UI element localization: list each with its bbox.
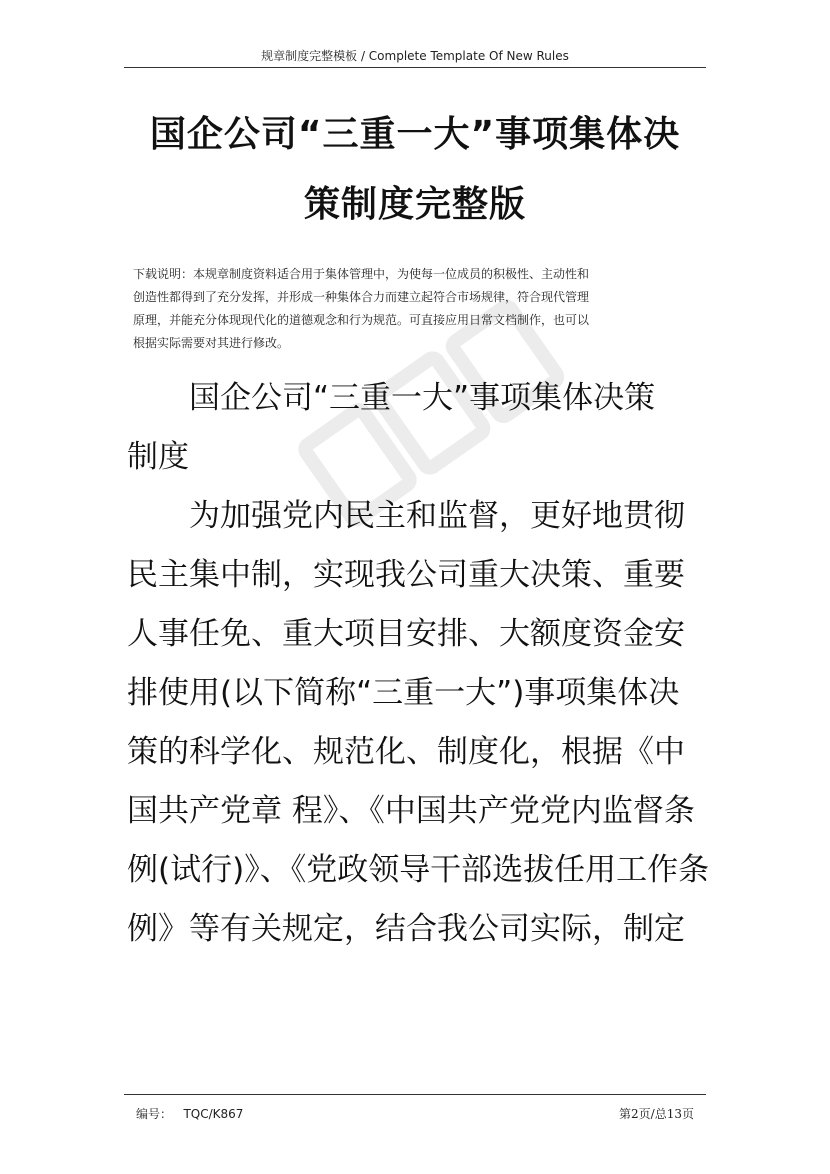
note-line: 原理，并能充分体现现代化的道德观念和行为规范。可直接应用日常文档制作，也可以 <box>133 313 590 327</box>
paragraph-line: 国共产党章 程》、《中国共产党党内监督条 <box>127 793 695 829</box>
page-footer <box>124 1094 706 1125</box>
note-line: 创造性都得到了充分发挥，并形成一种集体合力而建立起符合市场规律，符合现代管理 <box>133 290 590 304</box>
note-line: 根据实际需要对其进行修改。 <box>133 336 290 350</box>
download-note <box>133 263 699 355</box>
page-number: 第2页/总13页 <box>619 1107 694 1121</box>
paragraph-line: 策的科学化、规范化、制度化，根据《中 <box>127 734 685 770</box>
title-line-1: 国企公司“三重一大”事项集体决 <box>149 114 681 155</box>
document-title <box>124 100 706 240</box>
paragraph-line: 民主集中制，实现我公司重大决策、重要 <box>127 557 685 593</box>
section-heading-line-1: 国企公司“三重一大”事项集体决策 <box>189 380 656 416</box>
paragraph-line: 人事任免、重大项目安排、大额度资金安 <box>127 616 685 652</box>
paragraph-line: 例》等有关规定，结合我公司实际，制定 <box>127 911 685 947</box>
title-line-2: 策制度完整版 <box>303 184 526 225</box>
note-line: 下载说明：本规章制度资料适合用于集体管理中，为使每一位成员的积极性、主动性和 <box>133 267 590 281</box>
code-label: 编号： <box>136 1107 173 1121</box>
body-content <box>127 369 710 959</box>
header-text: 规章制度完整模板 / Complete Template Of New Rules <box>261 49 569 63</box>
paragraph-line: 排使用(以下简称“三重一大”)事项集体决 <box>127 675 680 711</box>
document-code <box>136 1105 243 1122</box>
code-value: TQC/K867 <box>183 1107 244 1121</box>
paragraph-line: 例(试行)》、《党政领导干部选拔任用工作条 <box>127 852 710 888</box>
page-header <box>124 47 706 68</box>
section-heading-line-2: 制度 <box>127 439 189 475</box>
paragraph-line: 为加强党内民主和监督，更好地贯彻 <box>189 498 685 534</box>
